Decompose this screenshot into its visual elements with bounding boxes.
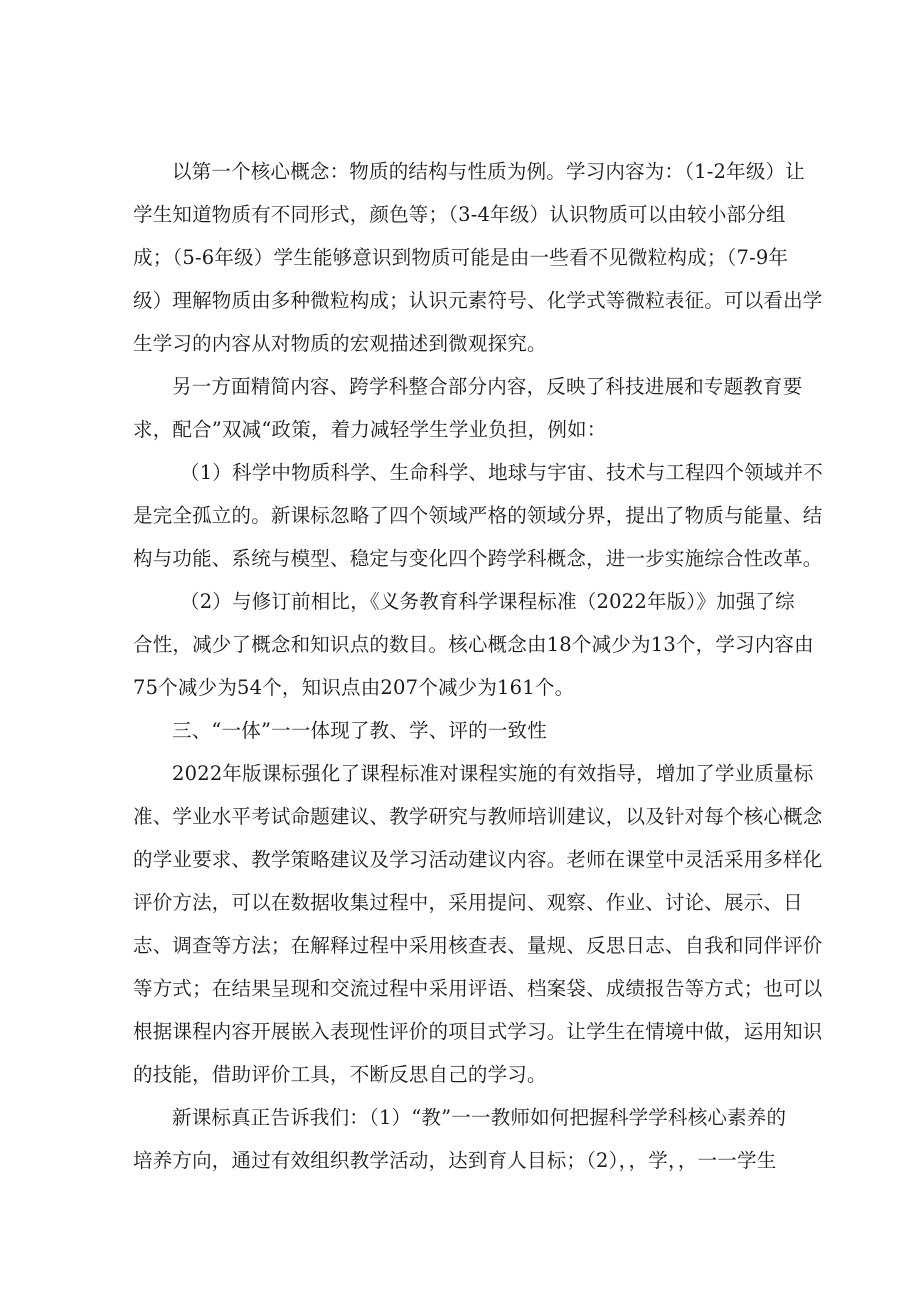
- text-line: 新课标真正告诉我们：（1）“教”一一教师如何把握科学学科核心素养的: [172, 1106, 787, 1129]
- text-line: 求，配合”双减“政策，着力减轻学生学业负担，例如：: [133, 418, 607, 441]
- text-line: （1）科学中物质科学、生命科学、地球与宇宙、技术与工程四个领域并不: [180, 461, 824, 484]
- text-line: 以第一个核心概念：物质的结构与性质为例。学习内容为：（1-2年级）让: [172, 160, 805, 183]
- text-line: 成；（5-6年级）学生能够意识到物质可能是由一些看不见微粒构成；（7-9年: [133, 246, 789, 269]
- text-line: 评价方法，可以在数据收集过程中，采用提问、观察、作业、讨论、展示、日: [133, 891, 803, 914]
- text-line: 75个减少为54个，知识点由207个减少为161个。: [133, 676, 575, 699]
- text-line: 培养方向，通过有效组织教学活动，达到育人目标；（2），，学，，一一学生: [133, 1149, 777, 1172]
- text-line: 2022年版课标强化了课程标准对课程实施的有效指导，增加了学业质量标: [172, 762, 814, 785]
- text-line: 级）理解物质由多种微粒构成；认识元素符号、化学式等微粒表征。可以看出学: [133, 289, 823, 312]
- text-line: 的技能，借助评价工具，不断反思自己的学习。: [133, 1063, 547, 1086]
- section-heading: 三、“一体”一一体现了教、学、评的一致性: [172, 719, 547, 742]
- text-line: 等方式；在结果呈现和交流过程中采用评语、档案袋、成绩报告等方式；也可以: [133, 977, 823, 1000]
- text-line: 另一方面精简内容、跨学科整合部分内容，反映了科技进展和专题教育要: [172, 375, 803, 398]
- text-line: 是完全孤立的。新课标忽略了四个领域严格的领域分界，提出了物质与能量、结: [133, 504, 823, 527]
- text-line: 准、学业水平考试命题建议、教学研究与教师培训建议，以及针对每个核心概念: [133, 805, 823, 828]
- text-line: 构与功能、系统与模型、稳定与变化四个跨学科概念，进一步实施综合性改革。: [133, 547, 823, 570]
- text-line: （2）与修订前相比，《义务教育科学课程标准（2022年版）》加强了综: [180, 590, 795, 613]
- text-line: 合性，减少了概念和知识点的数目。核心概念由18个减少为13个，学习内容由: [133, 633, 814, 656]
- text-line: 生学习的内容从对物质的宏观描述到微观探究。: [133, 332, 547, 355]
- text-line: 的学业要求、教学策略建议及学习活动建议内容。老师在课堂中灵活采用多样化: [133, 848, 823, 871]
- text-line: 学生知道物质有不同形式，颜色等；（3-4年级）认识物质可以由较小部分组: [133, 203, 786, 226]
- text-line: 根据课程内容开展嵌入表现性评价的项目式学习。让学生在情境中做，运用知识: [133, 1020, 823, 1043]
- text-line: 志、调查等方法；在解释过程中采用核查表、量规、反思日志、自我和同伴评价: [133, 934, 823, 957]
